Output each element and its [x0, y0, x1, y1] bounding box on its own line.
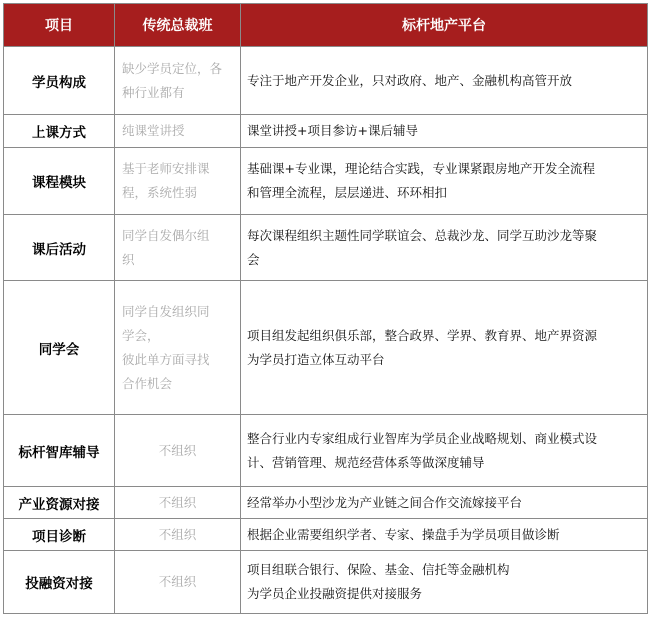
row-item-label: 投融资对接: [4, 551, 115, 614]
traditional-line: 程，系统性弱: [122, 185, 198, 200]
platform-line: 会: [247, 251, 260, 267]
row-item-label: 同学会: [4, 281, 115, 415]
platform-line: 项目组联合银行、保险、基金、信托等金融机构: [247, 562, 510, 577]
table-row: [4, 47, 648, 115]
platform-line: 根据企业需要组织学者、专家、操盘手为学员项目做诊断: [247, 526, 560, 542]
row-platform-cell: [241, 148, 648, 215]
platform-line: 课堂讲授+项目参访+课后辅导: [247, 123, 418, 138]
header-item: 项目: [4, 4, 115, 47]
row-platform-cell: [241, 115, 648, 148]
traditional-line: 织: [122, 251, 135, 267]
table-row: [4, 487, 648, 519]
traditional-line: 纯课堂讲授: [122, 123, 185, 138]
row-traditional-cell: [115, 551, 241, 614]
row-item-label: 学员构成: [4, 47, 115, 115]
row-traditional-cell: [115, 148, 241, 215]
row-traditional-cell: [115, 415, 241, 487]
traditional-line: 不组织: [158, 574, 197, 589]
table-row: [4, 415, 648, 487]
traditional-line: 同学自发组织同: [122, 303, 210, 319]
row-platform-cell: [241, 551, 648, 614]
header-traditional: 传统总裁班: [115, 4, 241, 47]
header-row: [4, 4, 648, 47]
row-traditional-cell: [115, 47, 241, 115]
row-traditional-cell: [115, 519, 241, 551]
platform-line: 和管理全流程，层层递进、环环相扣: [247, 185, 448, 200]
row-traditional-cell: [115, 115, 241, 148]
traditional-line: 缺少学员定位，各: [122, 60, 223, 76]
row-item-label: 标杆智库辅导: [4, 415, 115, 487]
row-platform-cell: [241, 487, 648, 519]
row-platform-cell: [241, 519, 648, 551]
platform-line: 每次课程组织主题性同学联谊会、总裁沙龙、同学互助沙龙等聚: [247, 227, 598, 243]
table-row: [4, 519, 648, 551]
table-row: [4, 215, 648, 281]
traditional-line: 不组织: [158, 526, 197, 542]
table-row: [4, 115, 648, 148]
platform-line: 基础课+专业课，理论结合实践，专业课紧跟房地产开发全流程: [247, 161, 595, 176]
platform-line: 计、营销管理、规范经营体系等做深度辅导: [247, 454, 485, 470]
row-traditional-cell: [115, 215, 241, 281]
row-platform-cell: [241, 415, 648, 487]
platform-line: 项目组发起组织俱乐部，整合政界、学界、教育界、地产界资源: [247, 327, 598, 343]
header-platform: 标杆地产平台: [241, 4, 648, 47]
row-item-label: 课程模块: [4, 148, 115, 215]
table-body: [4, 47, 648, 614]
table-row: [4, 551, 648, 614]
traditional-line: 同学自发偶尔组: [122, 227, 210, 243]
row-platform-cell: [241, 281, 648, 415]
row-platform-cell: [241, 215, 648, 281]
row-item-label: 上课方式: [4, 115, 115, 148]
traditional-line: 基于老师安排课: [122, 161, 210, 176]
platform-line: 专注于地产开发企业，只对政府、地产、金融机构高管开放: [247, 72, 573, 88]
traditional-line: 彼此单方面寻找: [122, 351, 210, 367]
row-traditional-cell: [115, 281, 241, 415]
platform-line: 经常举办小型沙龙为产业链之间合作交流嫁接平台: [247, 494, 523, 510]
traditional-line: 不组织: [158, 442, 197, 458]
traditional-line: 合作机会: [122, 375, 173, 391]
platform-line: 整合行业内专家组成行业智库为学员企业战略规划、商业模式设: [247, 430, 598, 446]
row-traditional-cell: [115, 487, 241, 519]
platform-line: 为学员打造立体互动平台: [247, 351, 385, 367]
traditional-line: 学会，: [122, 327, 160, 343]
comparison-table: [3, 3, 648, 614]
traditional-line: 不组织: [158, 494, 197, 510]
row-item-label: 项目诊断: [4, 519, 115, 551]
row-item-label: 课后活动: [4, 215, 115, 281]
row-platform-cell: [241, 47, 648, 115]
row-item-label: 产业资源对接: [4, 487, 115, 519]
platform-line: 为学员企业投融资提供对接服务: [247, 586, 423, 601]
table-row: [4, 148, 648, 215]
table-row: [4, 281, 648, 415]
traditional-line: 种行业都有: [122, 84, 185, 100]
